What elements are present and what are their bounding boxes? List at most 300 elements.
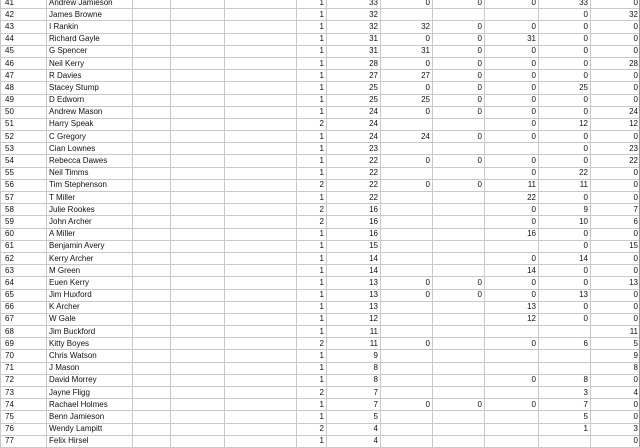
score-cell-2[interactable] bbox=[433, 265, 485, 277]
score-cell-5[interactable]: 0 bbox=[591, 70, 640, 82]
score-cell-3[interactable]: 0 bbox=[485, 204, 539, 216]
empty-cell[interactable] bbox=[133, 350, 171, 362]
total-cell[interactable]: 9 bbox=[327, 350, 381, 362]
score-cell-4[interactable]: 14 bbox=[539, 252, 591, 264]
empty-cell[interactable] bbox=[133, 240, 171, 252]
score-cell-5[interactable]: 0 bbox=[591, 94, 640, 106]
total-cell[interactable]: 13 bbox=[327, 301, 381, 313]
empty-cell[interactable] bbox=[225, 192, 297, 204]
name-cell[interactable]: Andrew Jamieson bbox=[47, 0, 133, 9]
score-cell-4[interactable]: 3 bbox=[539, 387, 591, 399]
score-cell-3[interactable]: 0 bbox=[485, 118, 539, 130]
name-cell[interactable]: A Miller bbox=[47, 228, 133, 240]
empty-cell[interactable] bbox=[171, 0, 225, 9]
score-cell-5[interactable]: 0 bbox=[591, 131, 640, 143]
score-cell-4[interactable] bbox=[539, 362, 591, 374]
row-number-cell[interactable]: 49 bbox=[1, 94, 47, 106]
name-cell[interactable]: James Browne bbox=[47, 9, 133, 21]
empty-cell[interactable] bbox=[225, 9, 297, 21]
score-cell-5[interactable]: 9 bbox=[591, 350, 640, 362]
row-number-cell[interactable]: 44 bbox=[1, 33, 47, 45]
score-cell-2[interactable]: 0 bbox=[433, 0, 485, 9]
empty-cell[interactable] bbox=[225, 143, 297, 155]
empty-cell[interactable] bbox=[225, 252, 297, 264]
score-cell-2[interactable]: 0 bbox=[433, 82, 485, 94]
empty-cell[interactable] bbox=[133, 216, 171, 228]
name-cell[interactable]: J Mason bbox=[47, 362, 133, 374]
row-number-cell[interactable]: 41 bbox=[1, 0, 47, 9]
row-number-cell[interactable]: 60 bbox=[1, 228, 47, 240]
name-cell[interactable]: Kerry Archer bbox=[47, 252, 133, 264]
count-cell[interactable]: 1 bbox=[297, 350, 327, 362]
score-cell-4[interactable]: 0 bbox=[539, 155, 591, 167]
score-cell-2[interactable] bbox=[433, 252, 485, 264]
name-cell[interactable]: M Green bbox=[47, 265, 133, 277]
score-cell-3[interactable]: 0 bbox=[485, 57, 539, 69]
row-number-cell[interactable]: 72 bbox=[1, 374, 47, 386]
empty-cell[interactable] bbox=[133, 21, 171, 33]
row-number-cell[interactable]: 64 bbox=[1, 277, 47, 289]
score-cell-4[interactable]: 0 bbox=[539, 21, 591, 33]
row-number-cell[interactable]: 66 bbox=[1, 301, 47, 313]
empty-cell[interactable] bbox=[171, 179, 225, 191]
score-cell-1[interactable]: 31 bbox=[381, 45, 433, 57]
empty-cell[interactable] bbox=[133, 338, 171, 350]
score-cell-2[interactable]: 0 bbox=[433, 57, 485, 69]
empty-cell[interactable] bbox=[171, 313, 225, 325]
score-cell-3[interactable]: 11 bbox=[485, 179, 539, 191]
name-cell[interactable]: Euen Kerry bbox=[47, 277, 133, 289]
total-cell[interactable]: 5 bbox=[327, 411, 381, 423]
score-cell-1[interactable]: 0 bbox=[381, 289, 433, 301]
score-cell-2[interactable] bbox=[433, 350, 485, 362]
score-cell-2[interactable] bbox=[433, 435, 485, 447]
empty-cell[interactable] bbox=[171, 131, 225, 143]
score-cell-4[interactable]: 22 bbox=[539, 167, 591, 179]
score-cell-3[interactable]: 0 bbox=[485, 82, 539, 94]
empty-cell[interactable] bbox=[171, 362, 225, 374]
empty-cell[interactable] bbox=[171, 192, 225, 204]
total-cell[interactable]: 16 bbox=[327, 204, 381, 216]
score-cell-5[interactable]: 6 bbox=[591, 216, 640, 228]
total-cell[interactable]: 24 bbox=[327, 118, 381, 130]
name-cell[interactable]: R Davies bbox=[47, 70, 133, 82]
score-cell-1[interactable] bbox=[381, 326, 433, 338]
empty-cell[interactable] bbox=[133, 155, 171, 167]
empty-cell[interactable] bbox=[133, 326, 171, 338]
name-cell[interactable]: Neil Kerry bbox=[47, 57, 133, 69]
name-cell[interactable]: John Archer bbox=[47, 216, 133, 228]
total-cell[interactable]: 12 bbox=[327, 313, 381, 325]
score-cell-3[interactable] bbox=[485, 411, 539, 423]
score-cell-3[interactable]: 0 bbox=[485, 216, 539, 228]
score-cell-5[interactable]: 0 bbox=[591, 33, 640, 45]
empty-cell[interactable] bbox=[225, 0, 297, 9]
count-cell[interactable]: 1 bbox=[297, 240, 327, 252]
score-cell-5[interactable]: 13 bbox=[591, 277, 640, 289]
score-cell-2[interactable] bbox=[433, 167, 485, 179]
empty-cell[interactable] bbox=[225, 326, 297, 338]
row-number-cell[interactable]: 65 bbox=[1, 289, 47, 301]
empty-cell[interactable] bbox=[171, 94, 225, 106]
total-cell[interactable]: 23 bbox=[327, 143, 381, 155]
total-cell[interactable]: 25 bbox=[327, 94, 381, 106]
count-cell[interactable]: 1 bbox=[297, 82, 327, 94]
total-cell[interactable]: 15 bbox=[327, 240, 381, 252]
score-cell-5[interactable]: 0 bbox=[591, 411, 640, 423]
score-cell-1[interactable]: 0 bbox=[381, 277, 433, 289]
empty-cell[interactable] bbox=[171, 350, 225, 362]
name-cell[interactable]: Wendy Lampitt bbox=[47, 423, 133, 435]
score-cell-4[interactable]: 6 bbox=[539, 338, 591, 350]
row-number-cell[interactable]: 42 bbox=[1, 9, 47, 21]
score-cell-5[interactable]: 8 bbox=[591, 362, 640, 374]
empty-cell[interactable] bbox=[133, 45, 171, 57]
empty-cell[interactable] bbox=[133, 204, 171, 216]
score-cell-3[interactable]: 22 bbox=[485, 192, 539, 204]
empty-cell[interactable] bbox=[133, 301, 171, 313]
row-number-cell[interactable]: 55 bbox=[1, 167, 47, 179]
score-cell-1[interactable] bbox=[381, 387, 433, 399]
name-cell[interactable]: Chris Watson bbox=[47, 350, 133, 362]
count-cell[interactable]: 1 bbox=[297, 155, 327, 167]
empty-cell[interactable] bbox=[171, 155, 225, 167]
score-cell-5[interactable]: 0 bbox=[591, 167, 640, 179]
name-cell[interactable]: W Gale bbox=[47, 313, 133, 325]
score-cell-1[interactable] bbox=[381, 423, 433, 435]
score-cell-5[interactable]: 0 bbox=[591, 82, 640, 94]
count-cell[interactable]: 2 bbox=[297, 179, 327, 191]
total-cell[interactable]: 22 bbox=[327, 167, 381, 179]
name-cell[interactable]: Richard Gayle bbox=[47, 33, 133, 45]
score-cell-5[interactable]: 7 bbox=[591, 204, 640, 216]
count-cell[interactable]: 1 bbox=[297, 192, 327, 204]
empty-cell[interactable] bbox=[171, 106, 225, 118]
count-cell[interactable]: 1 bbox=[297, 326, 327, 338]
empty-cell[interactable] bbox=[225, 82, 297, 94]
count-cell[interactable]: 1 bbox=[297, 106, 327, 118]
score-cell-2[interactable] bbox=[433, 423, 485, 435]
name-cell[interactable]: Andrew Mason bbox=[47, 106, 133, 118]
name-cell[interactable]: I Rankin bbox=[47, 21, 133, 33]
name-cell[interactable]: David Morrey bbox=[47, 374, 133, 386]
empty-cell[interactable] bbox=[225, 399, 297, 411]
row-number-cell[interactable]: 52 bbox=[1, 131, 47, 143]
score-cell-5[interactable]: 12 bbox=[591, 118, 640, 130]
row-number-cell[interactable]: 71 bbox=[1, 362, 47, 374]
empty-cell[interactable] bbox=[225, 131, 297, 143]
count-cell[interactable]: 1 bbox=[297, 70, 327, 82]
row-number-cell[interactable]: 59 bbox=[1, 216, 47, 228]
score-cell-3[interactable] bbox=[485, 362, 539, 374]
empty-cell[interactable] bbox=[133, 265, 171, 277]
score-cell-3[interactable] bbox=[485, 387, 539, 399]
score-cell-5[interactable]: 24 bbox=[591, 106, 640, 118]
empty-cell[interactable] bbox=[225, 33, 297, 45]
empty-cell[interactable] bbox=[225, 167, 297, 179]
empty-cell[interactable] bbox=[171, 9, 225, 21]
empty-cell[interactable] bbox=[171, 21, 225, 33]
empty-cell[interactable] bbox=[225, 362, 297, 374]
row-number-cell[interactable]: 43 bbox=[1, 21, 47, 33]
total-cell[interactable]: 33 bbox=[327, 0, 381, 9]
score-cell-1[interactable]: 24 bbox=[381, 131, 433, 143]
score-cell-3[interactable]: 16 bbox=[485, 228, 539, 240]
row-number-cell[interactable]: 76 bbox=[1, 423, 47, 435]
empty-cell[interactable] bbox=[171, 216, 225, 228]
row-number-cell[interactable]: 69 bbox=[1, 338, 47, 350]
score-cell-3[interactable]: 0 bbox=[485, 289, 539, 301]
score-cell-1[interactable]: 0 bbox=[381, 399, 433, 411]
score-cell-5[interactable]: 28 bbox=[591, 57, 640, 69]
score-cell-2[interactable] bbox=[433, 374, 485, 386]
name-cell[interactable]: T Miller bbox=[47, 192, 133, 204]
row-number-cell[interactable]: 73 bbox=[1, 387, 47, 399]
score-cell-5[interactable]: 3 bbox=[591, 423, 640, 435]
score-cell-5[interactable]: 15 bbox=[591, 240, 640, 252]
empty-cell[interactable] bbox=[225, 21, 297, 33]
score-cell-1[interactable] bbox=[381, 435, 433, 447]
score-cell-2[interactable]: 0 bbox=[433, 94, 485, 106]
empty-cell[interactable] bbox=[133, 374, 171, 386]
score-cell-4[interactable]: 0 bbox=[539, 94, 591, 106]
score-cell-3[interactable] bbox=[485, 143, 539, 155]
row-number-cell[interactable]: 47 bbox=[1, 70, 47, 82]
name-cell[interactable]: Benn Jamieson bbox=[47, 411, 133, 423]
name-cell[interactable]: Harry Speak bbox=[47, 118, 133, 130]
score-cell-3[interactable]: 13 bbox=[485, 301, 539, 313]
empty-cell[interactable] bbox=[171, 143, 225, 155]
empty-cell[interactable] bbox=[171, 240, 225, 252]
score-cell-1[interactable]: 0 bbox=[381, 106, 433, 118]
total-cell[interactable]: 14 bbox=[327, 252, 381, 264]
score-cell-5[interactable]: 32 bbox=[591, 9, 640, 21]
count-cell[interactable]: 2 bbox=[297, 118, 327, 130]
count-cell[interactable]: 1 bbox=[297, 57, 327, 69]
name-cell[interactable]: Jim Buckford bbox=[47, 326, 133, 338]
score-cell-1[interactable] bbox=[381, 9, 433, 21]
count-cell[interactable]: 1 bbox=[297, 399, 327, 411]
empty-cell[interactable] bbox=[171, 435, 225, 447]
name-cell[interactable]: Felix Hirsel bbox=[47, 435, 133, 447]
empty-cell[interactable] bbox=[171, 118, 225, 130]
empty-cell[interactable] bbox=[133, 387, 171, 399]
score-cell-1[interactable] bbox=[381, 362, 433, 374]
score-cell-2[interactable]: 0 bbox=[433, 131, 485, 143]
score-cell-4[interactable]: 7 bbox=[539, 399, 591, 411]
empty-cell[interactable] bbox=[133, 57, 171, 69]
score-cell-1[interactable] bbox=[381, 143, 433, 155]
score-cell-4[interactable]: 0 bbox=[539, 265, 591, 277]
empty-cell[interactable] bbox=[225, 338, 297, 350]
score-cell-4[interactable]: 0 bbox=[539, 313, 591, 325]
count-cell[interactable]: 1 bbox=[297, 0, 327, 9]
score-cell-4[interactable]: 9 bbox=[539, 204, 591, 216]
empty-cell[interactable] bbox=[171, 57, 225, 69]
row-number-cell[interactable]: 57 bbox=[1, 192, 47, 204]
score-cell-1[interactable] bbox=[381, 204, 433, 216]
score-cell-2[interactable] bbox=[433, 338, 485, 350]
row-number-cell[interactable]: 61 bbox=[1, 240, 47, 252]
empty-cell[interactable] bbox=[171, 423, 225, 435]
score-cell-3[interactable]: 0 bbox=[485, 0, 539, 9]
row-number-cell[interactable]: 58 bbox=[1, 204, 47, 216]
count-cell[interactable]: 1 bbox=[297, 265, 327, 277]
row-number-cell[interactable]: 75 bbox=[1, 411, 47, 423]
name-cell[interactable]: G Spencer bbox=[47, 45, 133, 57]
score-cell-3[interactable]: 0 bbox=[485, 252, 539, 264]
empty-cell[interactable] bbox=[171, 228, 225, 240]
empty-cell[interactable] bbox=[225, 228, 297, 240]
count-cell[interactable]: 1 bbox=[297, 362, 327, 374]
empty-cell[interactable] bbox=[225, 301, 297, 313]
score-cell-2[interactable] bbox=[433, 192, 485, 204]
empty-cell[interactable] bbox=[133, 82, 171, 94]
name-cell[interactable]: Kitty Boyes bbox=[47, 338, 133, 350]
empty-cell[interactable] bbox=[225, 289, 297, 301]
total-cell[interactable]: 11 bbox=[327, 338, 381, 350]
score-cell-3[interactable]: 14 bbox=[485, 265, 539, 277]
score-cell-4[interactable]: 0 bbox=[539, 240, 591, 252]
total-cell[interactable]: 13 bbox=[327, 289, 381, 301]
name-cell[interactable]: Jayne Fligg bbox=[47, 387, 133, 399]
score-cell-4[interactable]: 11 bbox=[539, 179, 591, 191]
name-cell[interactable]: Rachael Holmes bbox=[47, 399, 133, 411]
row-number-cell[interactable]: 56 bbox=[1, 179, 47, 191]
empty-cell[interactable] bbox=[133, 411, 171, 423]
score-cell-4[interactable]: 0 bbox=[539, 277, 591, 289]
score-cell-1[interactable]: 27 bbox=[381, 70, 433, 82]
empty-cell[interactable] bbox=[225, 94, 297, 106]
name-cell[interactable]: D Edworn bbox=[47, 94, 133, 106]
empty-cell[interactable] bbox=[225, 374, 297, 386]
total-cell[interactable]: 7 bbox=[327, 387, 381, 399]
score-cell-3[interactable] bbox=[485, 326, 539, 338]
empty-cell[interactable] bbox=[133, 289, 171, 301]
score-cell-5[interactable]: 23 bbox=[591, 143, 640, 155]
score-cell-1[interactable] bbox=[381, 228, 433, 240]
empty-cell[interactable] bbox=[133, 313, 171, 325]
empty-cell[interactable] bbox=[171, 33, 225, 45]
name-cell[interactable]: K Archer bbox=[47, 301, 133, 313]
score-cell-3[interactable]: 0 bbox=[485, 167, 539, 179]
name-cell[interactable]: Jim Huxford bbox=[47, 289, 133, 301]
empty-cell[interactable] bbox=[171, 82, 225, 94]
empty-cell[interactable] bbox=[133, 0, 171, 9]
row-number-cell[interactable]: 50 bbox=[1, 106, 47, 118]
empty-cell[interactable] bbox=[171, 289, 225, 301]
score-cell-1[interactable] bbox=[381, 350, 433, 362]
score-cell-4[interactable]: 0 bbox=[539, 9, 591, 21]
score-cell-4[interactable]: 0 bbox=[539, 57, 591, 69]
empty-cell[interactable] bbox=[225, 118, 297, 130]
row-number-cell[interactable]: 62 bbox=[1, 252, 47, 264]
score-cell-1[interactable]: 25 bbox=[381, 94, 433, 106]
total-cell[interactable]: 8 bbox=[327, 374, 381, 386]
empty-cell[interactable] bbox=[171, 326, 225, 338]
empty-cell[interactable] bbox=[225, 435, 297, 447]
score-cell-1[interactable]: 0 bbox=[381, 57, 433, 69]
total-cell[interactable]: 4 bbox=[327, 435, 381, 447]
count-cell[interactable]: 2 bbox=[297, 423, 327, 435]
score-cell-3[interactable] bbox=[485, 435, 539, 447]
score-cell-5[interactable]: 0 bbox=[591, 228, 640, 240]
score-cell-4[interactable]: 0 bbox=[539, 301, 591, 313]
name-cell[interactable]: Neil Timms bbox=[47, 167, 133, 179]
score-cell-5[interactable]: 0 bbox=[591, 0, 640, 9]
score-cell-1[interactable] bbox=[381, 192, 433, 204]
empty-cell[interactable] bbox=[171, 387, 225, 399]
score-cell-4[interactable] bbox=[539, 326, 591, 338]
total-cell[interactable]: 11 bbox=[327, 326, 381, 338]
score-cell-4[interactable]: 12 bbox=[539, 118, 591, 130]
score-cell-2[interactable] bbox=[433, 143, 485, 155]
empty-cell[interactable] bbox=[171, 301, 225, 313]
empty-cell[interactable] bbox=[133, 94, 171, 106]
empty-cell[interactable] bbox=[133, 106, 171, 118]
score-cell-3[interactable]: 0 bbox=[485, 374, 539, 386]
score-cell-1[interactable]: 0 bbox=[381, 338, 433, 350]
score-cell-1[interactable] bbox=[381, 118, 433, 130]
score-cell-1[interactable]: 0 bbox=[381, 179, 433, 191]
score-cell-3[interactable]: 0 bbox=[485, 277, 539, 289]
empty-cell[interactable] bbox=[225, 313, 297, 325]
score-cell-3[interactable]: 0 bbox=[485, 155, 539, 167]
score-cell-1[interactable] bbox=[381, 240, 433, 252]
score-cell-3[interactable]: 0 bbox=[485, 131, 539, 143]
score-cell-4[interactable]: 8 bbox=[539, 374, 591, 386]
score-cell-5[interactable]: 0 bbox=[591, 45, 640, 57]
empty-cell[interactable] bbox=[225, 350, 297, 362]
count-cell[interactable]: 1 bbox=[297, 131, 327, 143]
name-cell[interactable]: Cian Lownes bbox=[47, 143, 133, 155]
empty-cell[interactable] bbox=[133, 277, 171, 289]
empty-cell[interactable] bbox=[171, 411, 225, 423]
score-cell-4[interactable]: 0 bbox=[539, 33, 591, 45]
name-cell[interactable]: Tim Stephenson bbox=[47, 179, 133, 191]
empty-cell[interactable] bbox=[133, 143, 171, 155]
empty-cell[interactable] bbox=[133, 131, 171, 143]
count-cell[interactable]: 2 bbox=[297, 204, 327, 216]
score-cell-5[interactable]: 0 bbox=[591, 265, 640, 277]
score-cell-2[interactable]: 0 bbox=[433, 21, 485, 33]
empty-cell[interactable] bbox=[133, 362, 171, 374]
score-cell-1[interactable] bbox=[381, 411, 433, 423]
empty-cell[interactable] bbox=[133, 179, 171, 191]
score-cell-2[interactable] bbox=[433, 204, 485, 216]
count-cell[interactable]: 1 bbox=[297, 374, 327, 386]
score-cell-5[interactable]: 4 bbox=[591, 387, 640, 399]
empty-cell[interactable] bbox=[133, 118, 171, 130]
score-cell-4[interactable]: 0 bbox=[539, 228, 591, 240]
score-cell-5[interactable]: 0 bbox=[591, 289, 640, 301]
empty-cell[interactable] bbox=[133, 252, 171, 264]
count-cell[interactable]: 1 bbox=[297, 143, 327, 155]
score-cell-2[interactable]: 0 bbox=[433, 179, 485, 191]
score-cell-5[interactable]: 0 bbox=[591, 435, 640, 447]
empty-cell[interactable] bbox=[171, 70, 225, 82]
score-cell-5[interactable]: 0 bbox=[591, 399, 640, 411]
score-cell-3[interactable] bbox=[485, 423, 539, 435]
score-cell-5[interactable]: 0 bbox=[591, 374, 640, 386]
empty-cell[interactable] bbox=[225, 240, 297, 252]
empty-cell[interactable] bbox=[225, 277, 297, 289]
row-number-cell[interactable]: 74 bbox=[1, 399, 47, 411]
empty-cell[interactable] bbox=[171, 265, 225, 277]
empty-cell[interactable] bbox=[171, 45, 225, 57]
empty-cell[interactable] bbox=[225, 216, 297, 228]
row-number-cell[interactable]: 54 bbox=[1, 155, 47, 167]
